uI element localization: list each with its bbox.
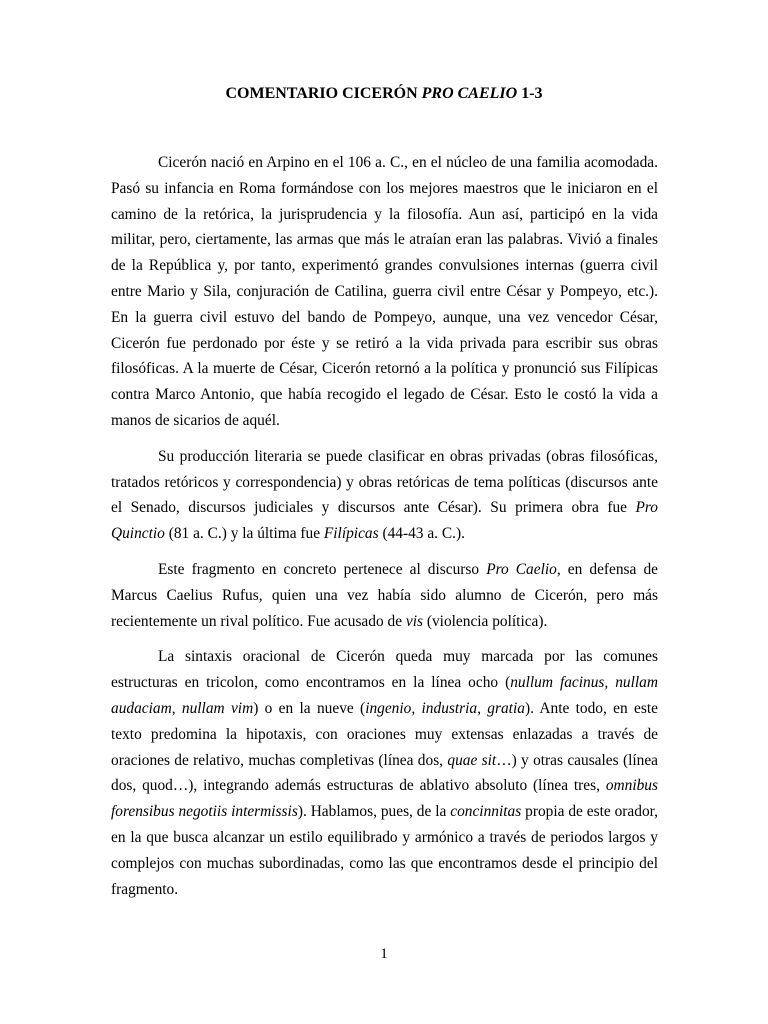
paragraph-text: (violencia política). bbox=[423, 612, 548, 630]
italic-text: Filípicas bbox=[323, 525, 379, 543]
paragraph-text: ). Ante todo, en este texto predomina la hipotaxis, con oraciones muy extensas enlazadas a través de oraciones de relativo, muchas completivas (línea dos, bbox=[111, 699, 658, 769]
italic-text: nullum facinus, nullam audaciam, nullam vim bbox=[111, 674, 658, 717]
page-number: 1 bbox=[380, 946, 388, 962]
paragraph-text: Cicerón nació en Arpino en el 106 a. C., en el núcleo de una familia acomodada. Pasó su infancia en Roma formándose con los mejores maestros que le iniciaron en el camino de la retórica, la jurisprudencia y la filosofía. Aun así, participó en la vida militar, pero, ciertamente, las armas que más le atraían eran las palabras. Vivió a finales de la República y, por tanto, experimentó grandes convulsiones internas (guerra civil entre Mario y Sila, conjuración de Catilina, guerra civil entre César y Pompeyo, etc.). En la guerra civil estuvo del bando de Pompeyo, aunque, una vez vencedor César, Cicerón fue perdonado por éste y se retiró a la vida privada para escribir sus obras filosóficas. A la muerte de César, Cicerón retornó a la política y pronunció sus Filípicas contra Marco Antonio, que había recogido el legado de César. Esto le costó la vida a manos de sicarios de aquél. bbox=[111, 154, 658, 429]
italic-text: quae sit bbox=[447, 751, 497, 769]
paragraph bbox=[111, 444, 658, 547]
paragraph bbox=[111, 557, 658, 634]
italic-text: Pro Caelio bbox=[486, 560, 557, 578]
paragraph-text: …) y otras causales (línea dos, quod…), integrando además estructuras de ablativo absoluto (línea tres, bbox=[111, 751, 658, 795]
italic-text: vis bbox=[405, 612, 423, 630]
paragraph bbox=[111, 644, 658, 902]
paragraph-text: ). Hablamos, pues, de la bbox=[297, 803, 451, 821]
paragraph-text: La sintaxis oracional de Cicerón queda muy marcada por las comunes estructuras en tricolon, como encontramos en la línea ocho ( bbox=[111, 648, 658, 692]
paragraph-text: (81 a. C.) y la última fue bbox=[164, 525, 324, 543]
title-suffix: 1-3 bbox=[517, 85, 543, 102]
paragraph-text: ) o en la nueve ( bbox=[253, 699, 366, 717]
paragraph-text: , en defensa de Marcus Caelius Rufus, quien una vez había sido alumno de Cicerón, pero más recientemente un rival político. Fue acusado de bbox=[111, 560, 658, 630]
italic-text: concinnitas bbox=[450, 803, 522, 821]
paragraph-text: Este fragmento en concreto pertenece al discurso bbox=[158, 560, 487, 578]
paragraph bbox=[111, 150, 658, 434]
italic-text: Pro Quinctio bbox=[111, 499, 658, 543]
paragraph-text: (44-43 a. C.). bbox=[378, 525, 465, 543]
italic-text: ingenio, industria, gratia bbox=[365, 699, 525, 717]
paragraph-text: Su producción literaria se puede clasificar en obras privadas (obras filosóficas, tratados retóricos y correspondencia) y obras retóricas de tema políticas (discursos ante el Senado, discursos judiciales y discursos ante César). Su primera obra fue bbox=[111, 447, 658, 517]
document-body bbox=[111, 150, 658, 912]
title-italic-text: PRO CAELIO bbox=[421, 85, 518, 102]
paragraph-text: propia de este orador, en la que busca alcanzar un estilo equilibrado y armónico a través de periodos largos y complejos con muchas subordinadas, como las que encontramos desde el principio del fragmento. bbox=[111, 803, 659, 898]
italic-text: omnibus forensibus negotiis intermissis bbox=[111, 777, 658, 821]
title-text: COMENTARIO CICERÓN bbox=[225, 85, 422, 102]
document-title bbox=[0, 84, 768, 104]
